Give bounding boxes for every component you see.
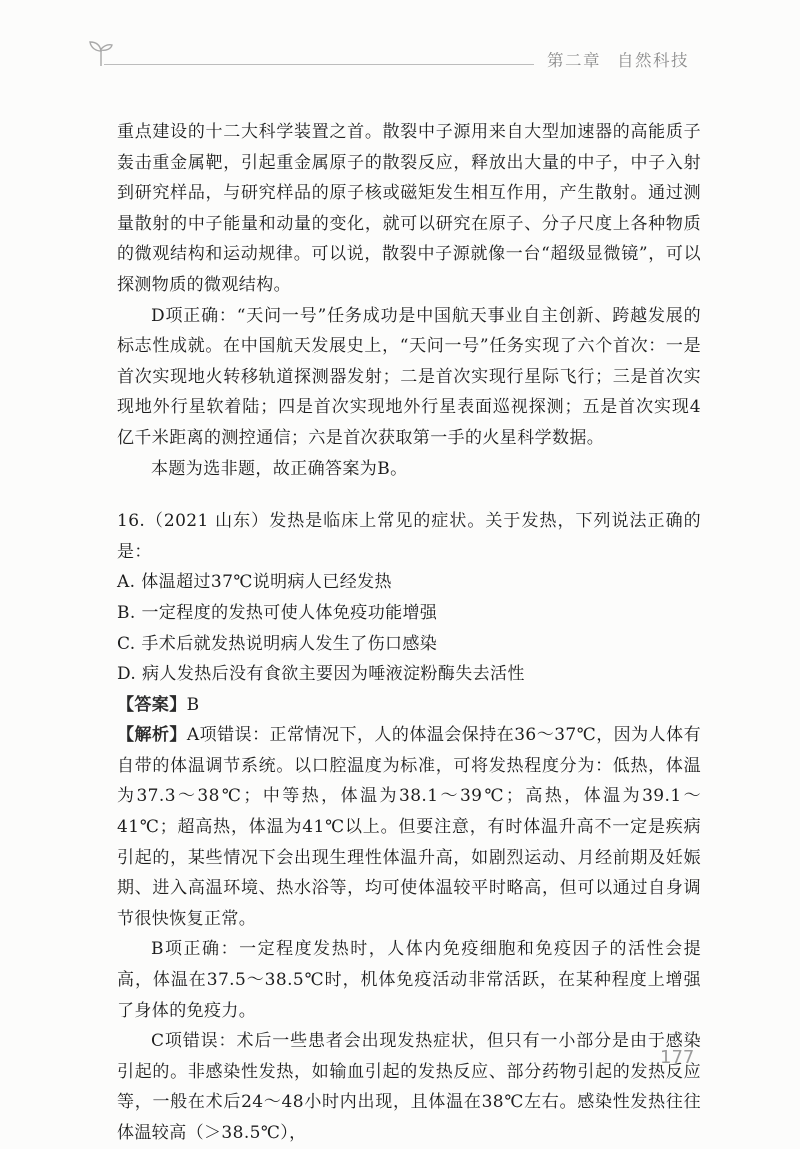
analysis-b: B项正确：一定程度发热时，人体内免疫细胞和免疫因子的活性会提高，体温在37.5～38.5℃时，机体免疫活动非常活跃，在某种程度上增强了身体的免疫力。 xyxy=(117,939,701,1021)
answer-value: B xyxy=(186,694,200,715)
analysis-tag: 【解析】 xyxy=(117,725,187,746)
chapter-title: 自然科技 xyxy=(617,51,689,70)
answer-line xyxy=(117,690,701,721)
paragraph-neutron-source: 重点建设的十二大科学装置之首。散裂中子源用来自大型加速器的高能质子轰击重金属靶，引起重金属原子的散裂反应，释放出大量的中子，中子入射到研究样品，与研究样品的原子核或磁矩发生相互作用，产生散射。通过测量散射的中子能量和动量的变化，就可以研究在原子、分子尺度上各种物质的微观结构和运动规律。可以说，散裂中子源就像一台“超级显微镜”，可以探测物质的微观结构。 xyxy=(117,122,701,295)
question-stem: 16.（2021 山东）发热是临床上常见的症状。关于发热，下列说法正确的是： xyxy=(117,511,701,562)
option-d: D. 病人发热后没有食欲主要因为唾液淀粉酶失去活性 xyxy=(117,664,525,685)
option-a: A. 体温超过37℃说明病人已经发热 xyxy=(117,572,392,593)
answer-tag: 【答案】 xyxy=(117,694,187,715)
chapter-heading xyxy=(547,47,689,71)
chapter-number: 第二章 xyxy=(547,51,601,70)
paragraph-conclusion: 本题为选非题，故正确答案为B。 xyxy=(151,458,408,479)
analysis-a xyxy=(117,720,701,934)
page-number: 177 xyxy=(660,1047,695,1068)
option-c: C. 手术后就发热说明病人发生了伤口感染 xyxy=(117,633,438,654)
option-b: B. 一定程度的发热可使人体免疫功能增强 xyxy=(117,602,438,623)
analysis-c: C项错误：术后一些患者会出现发热症状，但只有一小部分是由于感染引起的。非感染性发热，如输血引起的发热反应、部分药物引起的发热反应等，一般在术后24～48小时内出现，且体温在38℃左右。感染性发热往往体温较高（＞38.5℃）， xyxy=(117,1031,701,1143)
paragraph-option-d: D项正确：“天问一号”任务成功是中国航天事业自主创新、跨越发展的标志性成就。在中国航天发展史上，“天问一号”任务实现了六个首次：一是首次实现地火转移轨道探测器发射；二是首次实现行星际飞行；三是首次实现地外行星软着陆；四是首次实现地外行星表面巡视探测；五是首次实现4亿千米距离的测控通信；六是首次获取第一手的火星科学数据。 xyxy=(117,305,701,448)
analysis-a-text: A项错误：正常情况下，人的体温会保持在36～37℃，因为人体有自带的体温调节系统。以口腔温度为标准，可将发热程度分为：低热，体温为37.3～38℃；中等热，体温为38.1～39℃；高热，体温为39.1～41℃；超高热，体温为41℃以上。但要注意，有时体温升高不一定是疾病引起的，某些情况下会出现生理性体温升高，如剧烈运动、月经前期及妊娠期、进入高温环境、热水浴等，均可使体温较平时略高，但可以通过自身调节很快恢复正常。 xyxy=(117,725,701,929)
header-rule xyxy=(104,64,534,65)
page-body xyxy=(117,117,701,1149)
